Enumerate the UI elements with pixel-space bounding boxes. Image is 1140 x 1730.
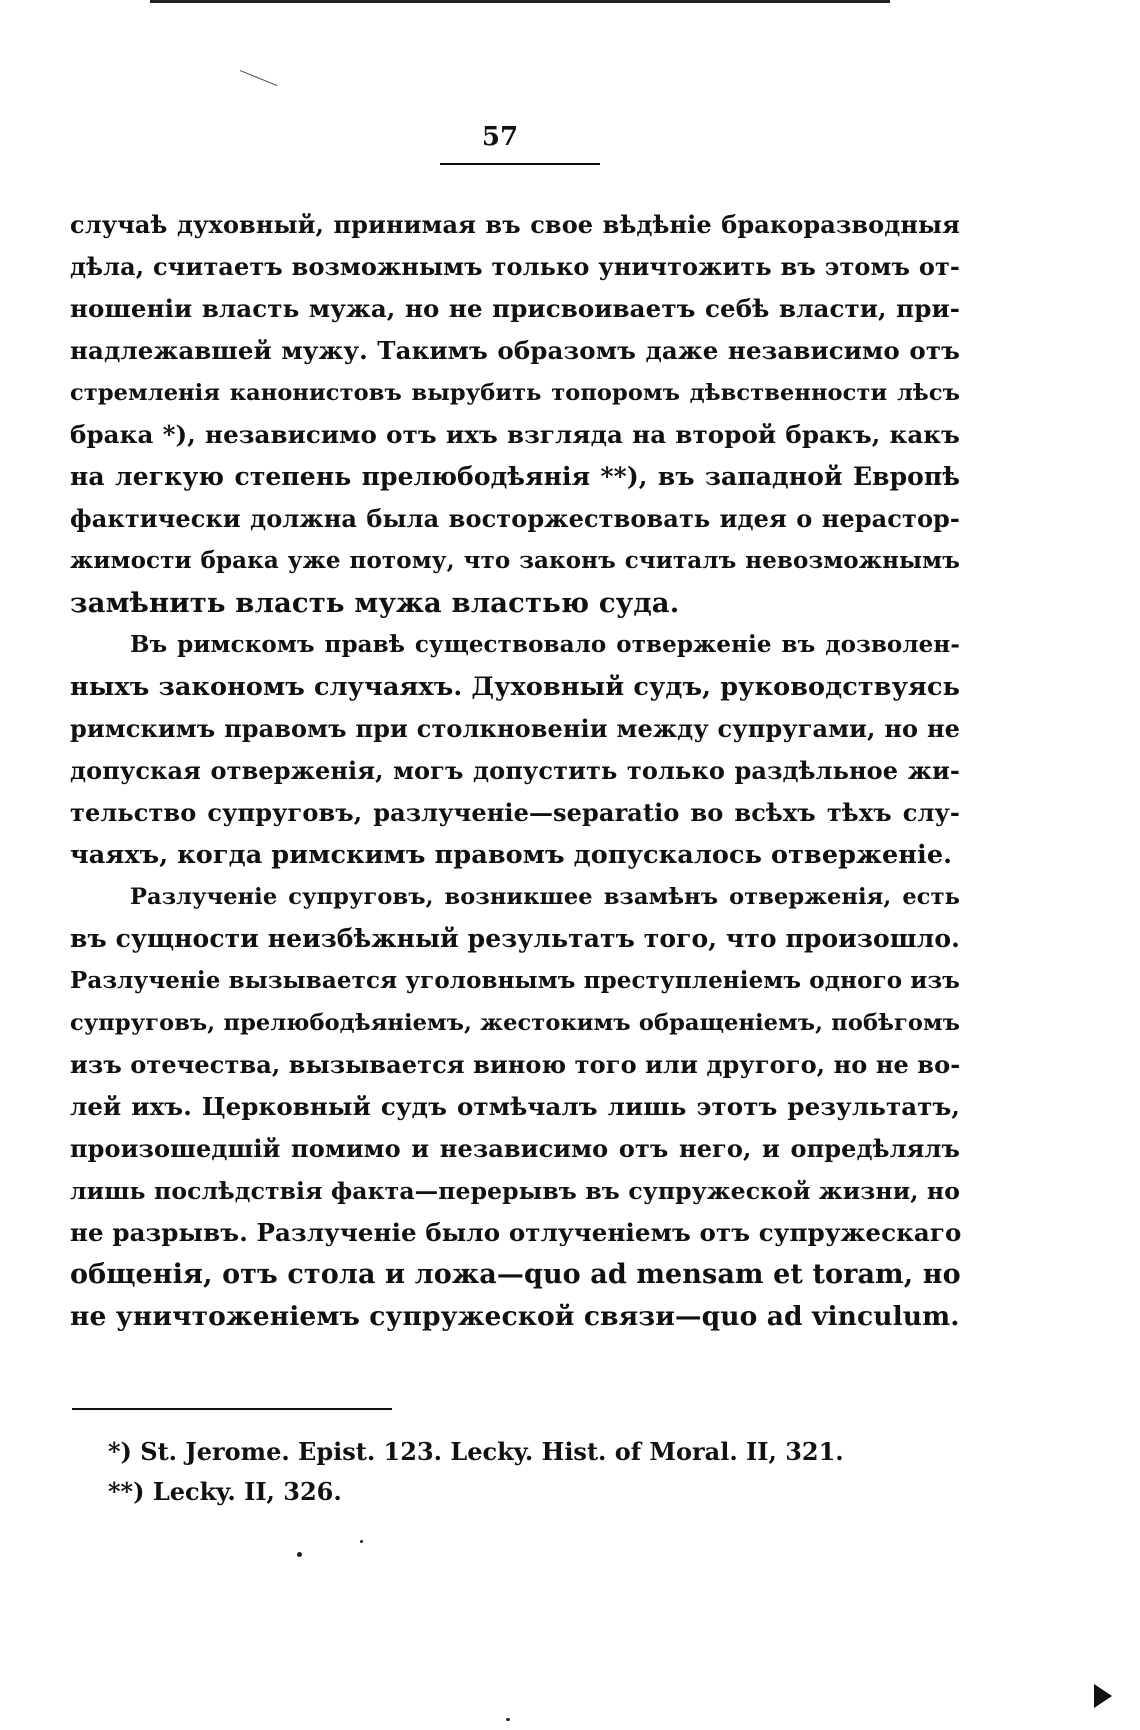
paragraph-1: [70, 204, 960, 624]
text-line: Разлученіе супруговъ, возникшее взамѣнъ отверженія, есть: [130, 884, 960, 910]
text-line: Въ римскомъ правѣ существовало отверженіе въ дозволен-: [130, 631, 960, 658]
paragraph-2: [70, 624, 960, 876]
text-line: лишь послѣдствія факта—перерывъ въ супружеской жизни, но: [70, 1177, 960, 1205]
page-number-rule: [440, 163, 600, 165]
text-line: произошедшій помимо и независимо отъ него, и опредѣлялъ: [70, 1134, 960, 1163]
text-line: брака *), независимо отъ ихъ взгляда на второй бракъ, какъ: [70, 420, 960, 449]
text-line: надлежавшей мужу. Такимъ образомъ даже независимо отъ: [70, 336, 960, 365]
text-line: ныхъ закономъ случаяхъ. Духовный судъ, руководствуясь: [70, 672, 960, 702]
text-line: лей ихъ. Церковный судъ отмѣчалъ лишь этотъ результатъ,: [70, 1092, 960, 1121]
text-line: въ сущности неизбѣжный результатъ того, что произошло.: [70, 924, 960, 953]
text-line: римскимъ правомъ при столкновеніи между супругами, но не: [70, 714, 960, 743]
text-line: не уничтоженіемъ супружеской связи—quo ad vinculum.: [70, 1301, 960, 1332]
paragraph-3: [70, 876, 960, 1338]
ink-speck: [506, 1718, 510, 1721]
page-number: 57: [481, 122, 519, 152]
text-line: фактически должна была восторжествовать идея о нерастор-: [70, 504, 960, 533]
top-edge-rule: [150, 0, 890, 3]
footnote-separator: [72, 1408, 392, 1410]
text-line: случаѣ духовный, принимая въ свое вѣдѣніе бракоразводныя: [70, 210, 960, 239]
text-line: на легкую степень прелюбодѣянія **), въ западной Европѣ: [70, 462, 960, 491]
scan-mark: [240, 70, 277, 86]
text-line: ношеніи власть мужа, но не присвоиваетъ себѣ власти, при-: [70, 294, 960, 323]
text-line: супруговъ, прелюбодѣяніемъ, жестокимъ обращеніемъ, побѣгомъ: [70, 1010, 960, 1036]
footnote-2: **) Lecky. II, 326.: [108, 1477, 342, 1506]
text-line: допуская отверженія, могъ допустить только раздѣльное жи-: [70, 756, 960, 785]
text-line: жимости брака уже потому, что законъ считалъ невозможнымъ: [70, 547, 960, 574]
text-line: не разрывъ. Разлученіе было отлученіемъ отъ супружескаго: [70, 1218, 962, 1247]
corner-arrow-mark: [1094, 1684, 1112, 1708]
text-line: общенія, отъ стола и ложа—quo ad mensam et toram, но: [70, 1259, 961, 1290]
text-line: изъ отечества, вызывается виною того или другого, но не во-: [70, 1050, 961, 1079]
text-line: дѣла, считаетъ возможнымъ только уничтожить въ этомъ от-: [70, 252, 960, 281]
ink-speck: [360, 1540, 363, 1543]
text-line: Разлученіе вызывается уголовнымъ преступленіемъ одного изъ: [70, 967, 960, 994]
text-line: стремленія канонистовъ вырубить топоромъ дѣвственности лѣсъ: [70, 380, 960, 406]
text-line: чаяхъ, когда римскимъ правомъ допускалось отверженіе.: [70, 840, 953, 870]
ink-speck: [297, 1552, 302, 1557]
text-line: замѣнить власть мужа властью суда.: [70, 587, 680, 619]
footnote-1: *) St. Jerome. Epist. 123. Lecky. Hist. of Moral. II, 321.: [108, 1437, 844, 1466]
body-text: [70, 204, 960, 1338]
text-line: тельство супруговъ, разлученіе—separatio во всѣхъ тѣхъ слу-: [70, 798, 960, 827]
footnotes: [108, 1432, 908, 1512]
